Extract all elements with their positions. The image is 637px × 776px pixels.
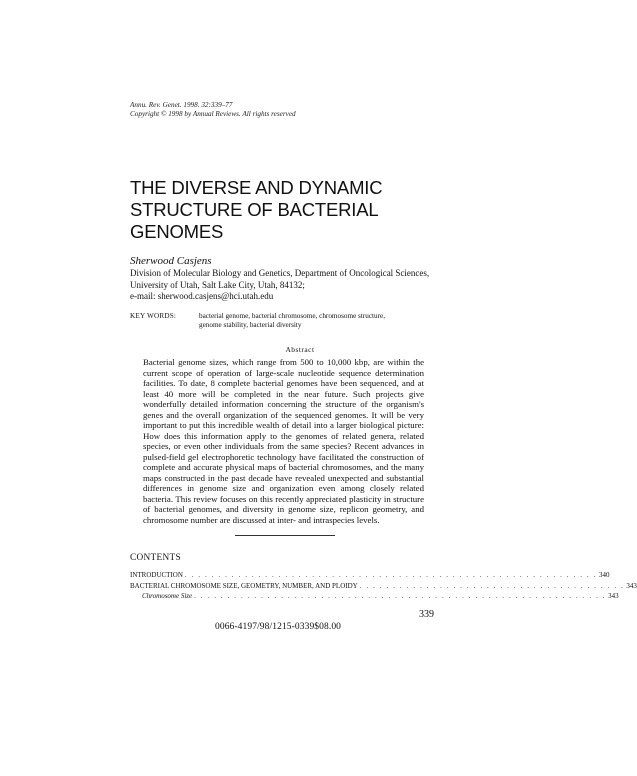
toc-entry-page: 340	[598, 571, 610, 579]
toc-entry-page: 343	[626, 582, 637, 590]
toc-entry-label: BACTERIAL CHROMOSOME SIZE, GEOMETRY, NUMBER, AND PLOIDY	[130, 582, 358, 590]
author-name: Sherwood Casjens	[130, 255, 212, 267]
abstract-heading-text: Abstract	[285, 345, 315, 354]
abstract-heading	[0, 345, 600, 354]
toc-entry-page: 343	[608, 592, 619, 600]
toc-leader: . . . . . . . . . . . . . . . . . . . . . . . . . . . . . . . . . . . . . . . .	[359, 582, 625, 590]
citation-line-1: Annu. Rev. Genet. 1998. 32:339–77	[130, 101, 233, 109]
toc-entry[interactable]	[130, 591, 619, 601]
copyright-line: Copyright © 1998 by Annual Reviews. All rights reserved	[130, 110, 296, 118]
toc-entry-label: INTRODUCTION	[130, 571, 183, 579]
contents-heading: CONTENTS	[130, 553, 181, 563]
toc-leader: . . . . . . . . . . . . . . . . . . . . . . . . . . . . . . . . . . . . . . . . . . . . . . . . . . . . . . . . . . . . . .	[184, 571, 597, 579]
toc-leader: . . . . . . . . . . . . . . . . . . . . . . . . . . . . . . . . . . . . . . . . . . . . . . . . . . . . . . . . . . . . . .	[194, 592, 607, 600]
journal-citation	[130, 101, 296, 119]
toc-entry[interactable]	[130, 570, 610, 580]
keywords-label: KEY WORDS:	[130, 312, 177, 320]
toc-entry-label: Chromosome Size	[142, 592, 193, 600]
title-line-2: STRUCTURE OF BACTERIAL	[130, 199, 379, 220]
abstract-text: Bacterial genome sizes, which range from 500 to 10,000 kbp, are within the current scope of operation of large-scale nucleotide sequence determination facilities. To date, 8 complete bacterial genomes have been sequenced, and at least 40 more will be completed in the near future. Such projects give wonderfully detailed information concerning the structure of the organism's genes and the overall organization of the sequenced genomes. It will be very important to put this incredible wealth of detail into a larger biological picture: How does this information apply to the genomes of related genera, related species, or even other individuals from the same species? Recent advances in pulsed-field gel electrophoretic technology have facilitated the construction of complete and accurate physical maps of bacterial chromosomes, and the many maps constructed in the past decade have revealed unexpected and substantial differences in genome size and organization even among closely related bacteria. This review focuses on this recently appreciated plasticity in structure of bacterial genomes, and diversity in genome size, replicon geometry, and chromosome number are discussed at inter- and intraspecies levels.	[143, 357, 424, 525]
keywords-line-1: bacterial genome, bacterial chromosome, chromosome structure,	[199, 312, 386, 320]
affiliation-line-1: Division of Molecular Biology and Genetics, Department of Oncological Sciences,	[130, 268, 430, 278]
title-line-3: GENOMES	[130, 221, 224, 242]
keywords-list	[199, 312, 429, 330]
author-affiliation	[130, 268, 429, 303]
section-divider	[235, 535, 335, 536]
title-line-1: THE DIVERSE AND DYNAMIC	[130, 177, 383, 198]
footer-code: 0066-4197/98/1215-0339$08.00	[215, 622, 342, 632]
article-title	[130, 177, 382, 243]
toc-entry[interactable]	[130, 581, 637, 591]
affiliation-line-2: University of Utah, Salt Lake City, Utah, 84132;	[130, 279, 305, 290]
keywords-line-2: genome stability, bacterial diversity	[199, 321, 302, 329]
author-email[interactable]: e-mail: sherwood.casjens@hci.utah.edu	[130, 291, 274, 301]
page-number: 339	[419, 609, 434, 620]
